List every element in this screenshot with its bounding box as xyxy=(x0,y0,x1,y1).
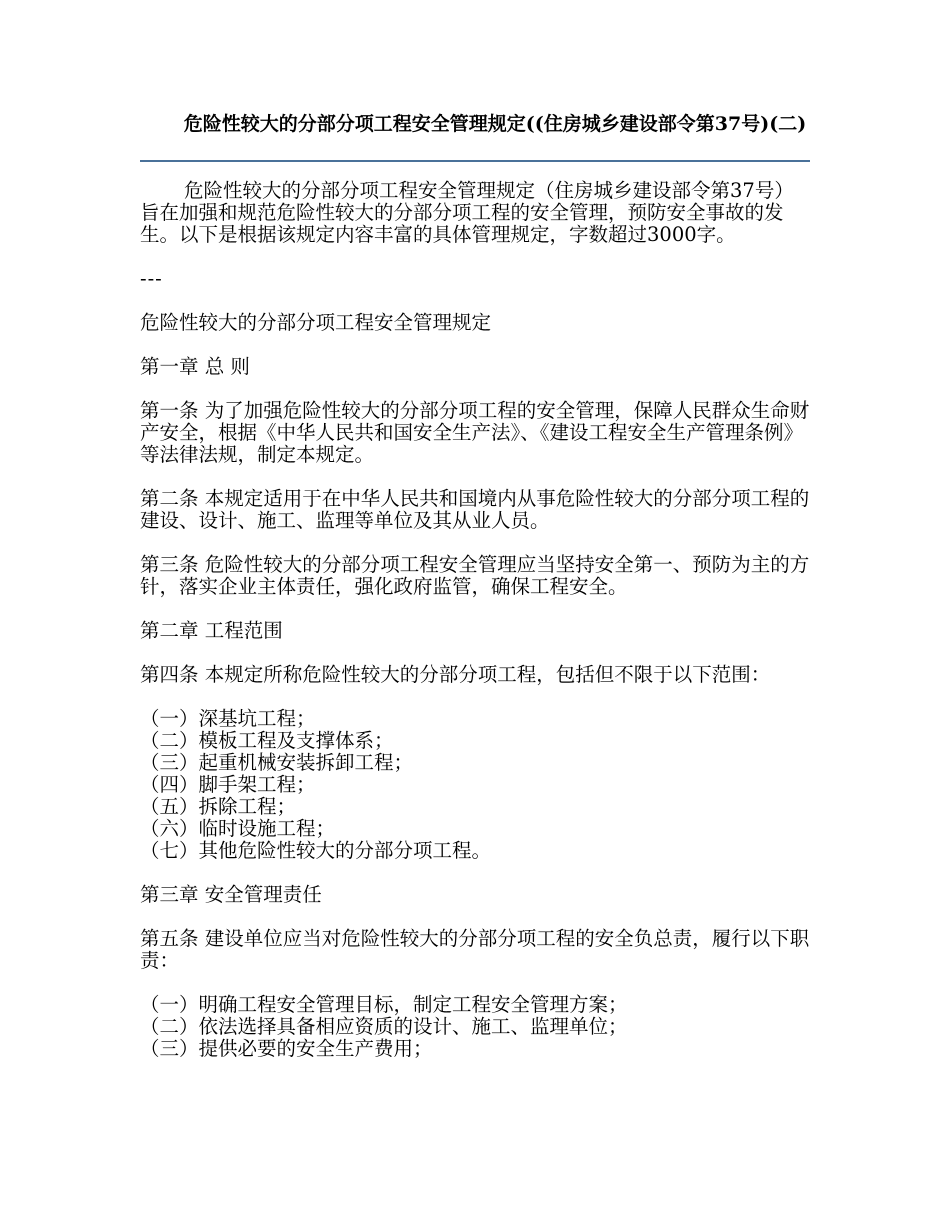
list-item: （三）起重机械安装拆卸工程； xyxy=(140,751,414,774)
title-divider xyxy=(140,160,810,162)
intro-paragraph: 危险性较大的分部分项工程安全管理规定（住房城乡建设部令第37号）旨在加强和规范危险性较大的分部分项工程的安全管理，预防安全事故的发生。以下是根据该规定内容丰富的具体管理规定，字数超过3000字。 xyxy=(140,179,794,246)
article-1: 第一条 为了加强危险性较大的分部分项工程的安全管理，保障人民群众生命财产安全，根据《中华人民共和国安全生产法》、《建设工程安全生产管理条例》等法律法规，制定本规定。 xyxy=(140,399,810,466)
separator-line: --- xyxy=(140,267,163,290)
list-item: （一）明确工程安全管理目标，制定工程安全管理方案； xyxy=(140,993,628,1016)
article-4: 第四条 本规定所称危险性较大的分部分项工程，包括但不限于以下范围： xyxy=(140,663,771,686)
list-item: （二）模板工程及支撑体系； xyxy=(140,729,394,752)
chapter-3-heading: 第三章 安全管理责任 xyxy=(140,883,322,906)
chapter-1-heading: 第一章 总 则 xyxy=(140,355,250,378)
article-2: 第二条 本规定适用于在中华人民共和国境内从事危险性较大的分部分项工程的建设、设计、施工、监理等单位及其从业人员。 xyxy=(140,487,810,532)
list-item: （五）拆除工程； xyxy=(140,795,297,818)
scope-list xyxy=(140,708,810,862)
duty-list xyxy=(140,994,810,1060)
list-item: （三）提供必要的安全生产费用； xyxy=(140,1037,433,1060)
chapter-2-heading: 第二章 工程范围 xyxy=(140,619,283,642)
list-item: （一）深基坑工程； xyxy=(140,707,316,730)
list-item: （六）临时设施工程； xyxy=(140,817,336,840)
list-item: （四）脚手架工程； xyxy=(140,773,316,796)
list-item: （二）依法选择具备相应资质的设计、施工、监理单位； xyxy=(140,1015,628,1038)
document-body xyxy=(140,180,810,1060)
article-5: 第五条 建设单位应当对危险性较大的分部分项工程的安全负总责，履行以下职责： xyxy=(140,927,810,972)
regulation-heading: 危险性较大的分部分项工程安全管理规定 xyxy=(140,311,492,334)
article-3: 第三条 危险性较大的分部分项工程安全管理应当坚持安全第一、预防为主的方针，落实企业主体责任，强化政府监管，确保工程安全。 xyxy=(140,553,810,598)
document-title: 危险性较大的分部分项工程安全管理规定((住房城乡建设部令第37号)(二) xyxy=(183,113,807,135)
list-item: （七）其他危险性较大的分部分项工程。 xyxy=(140,839,492,862)
